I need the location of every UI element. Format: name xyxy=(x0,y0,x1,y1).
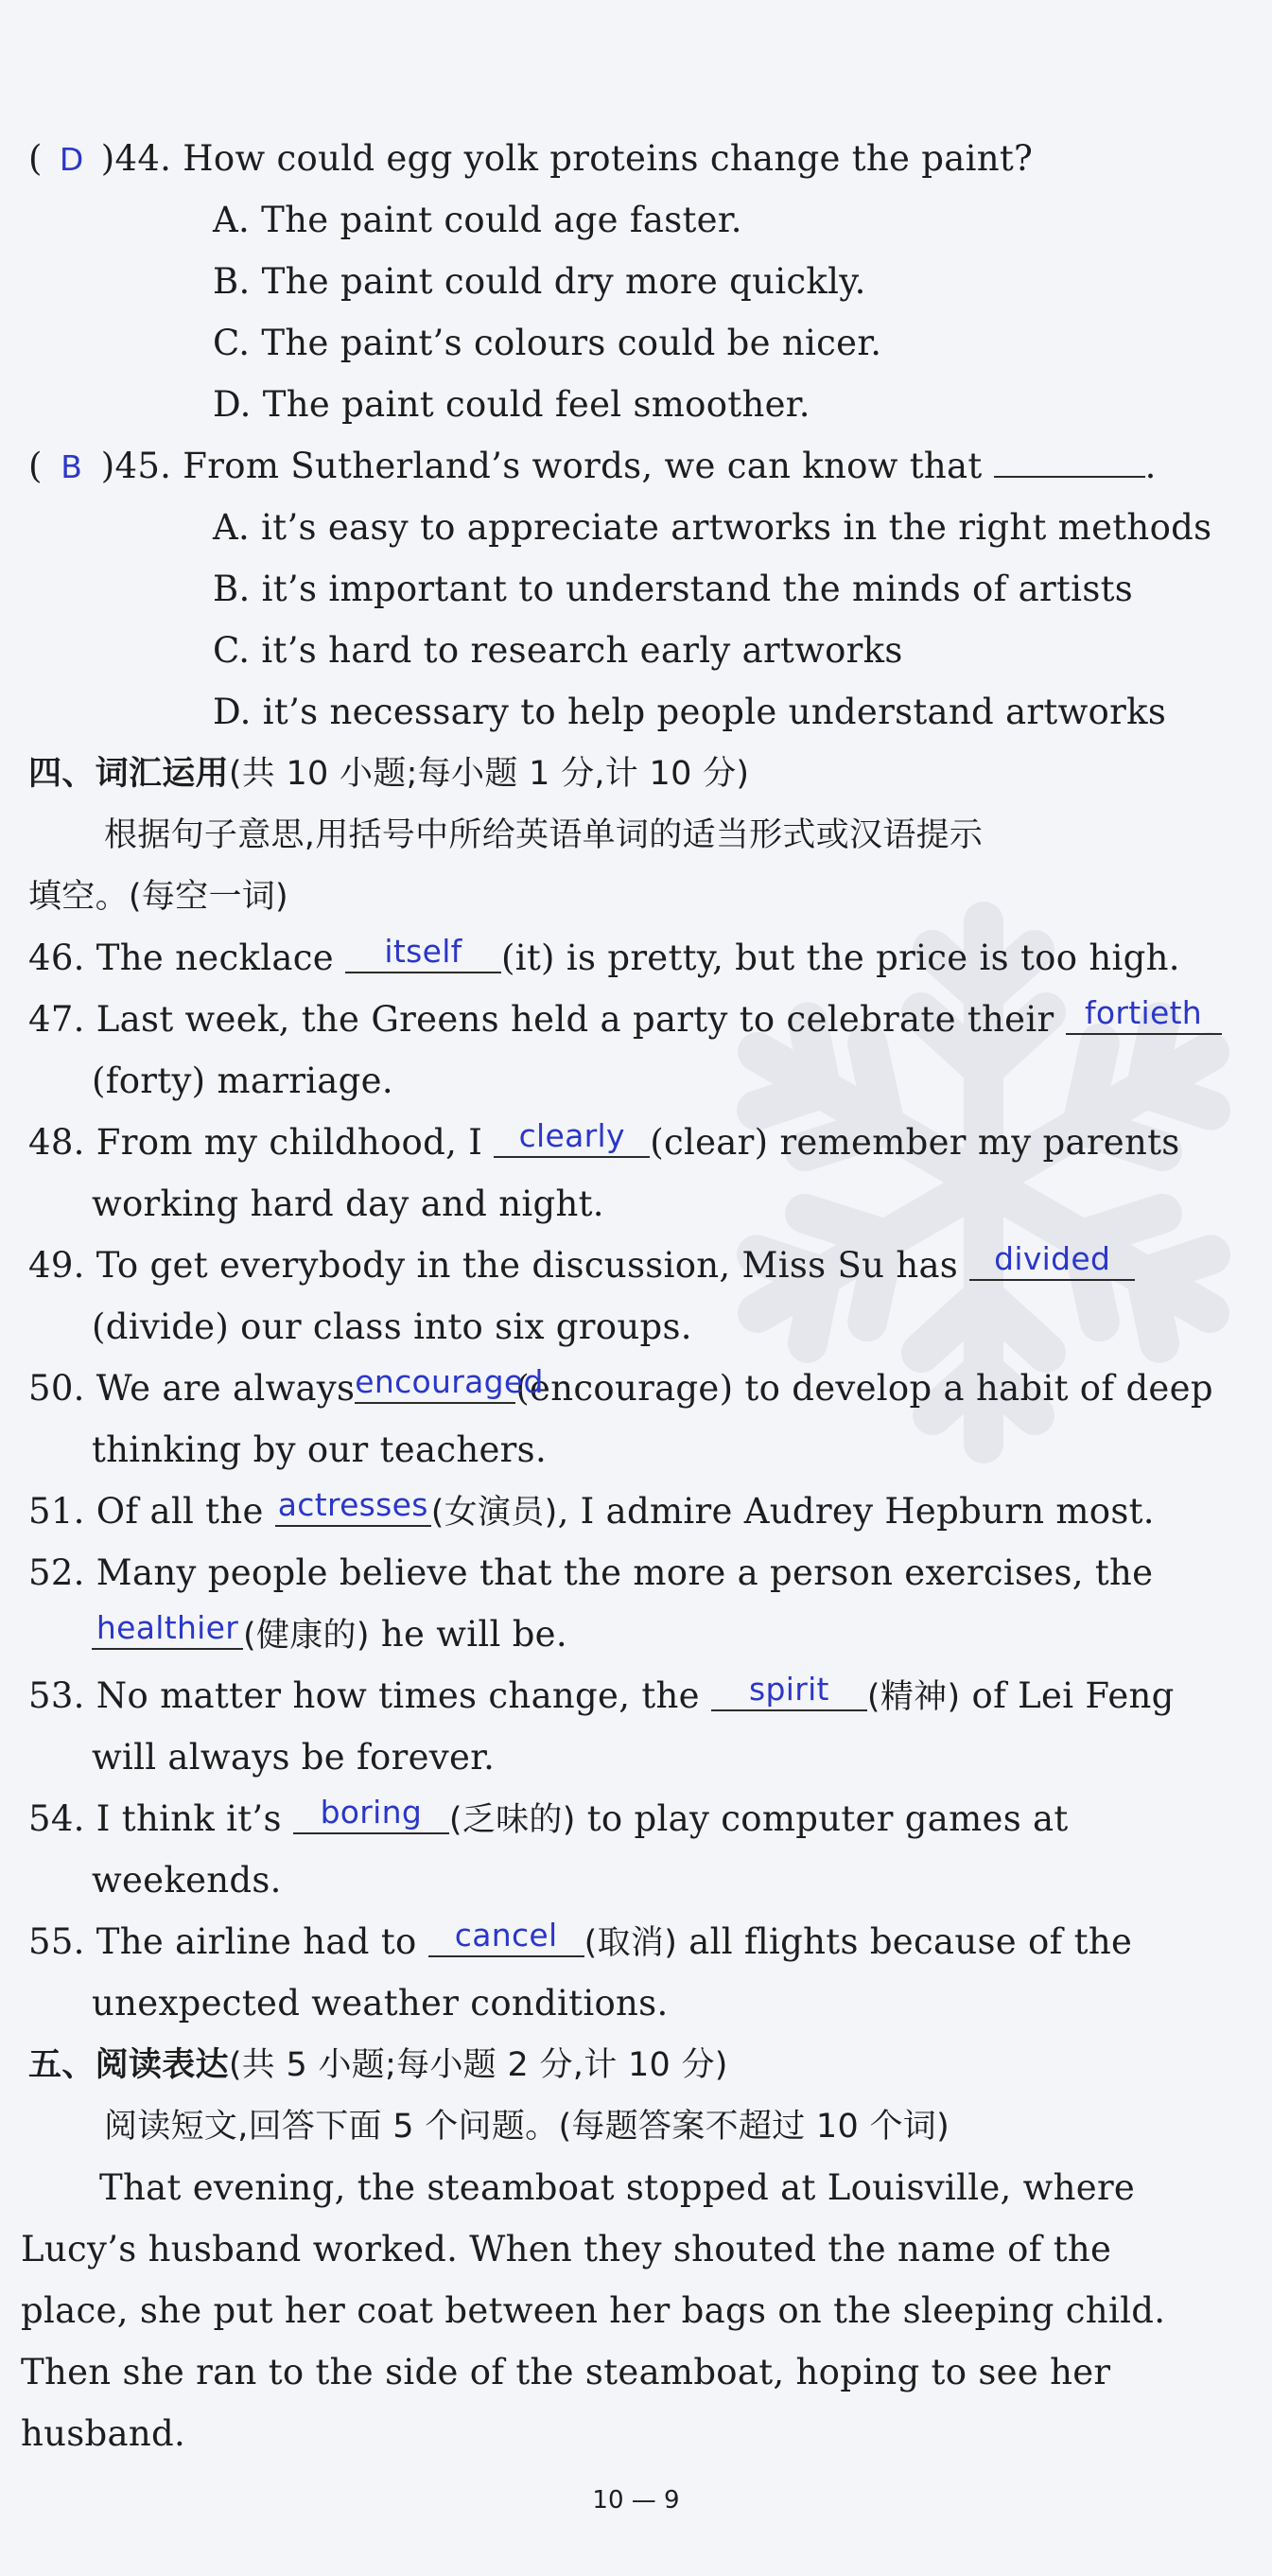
option-44-b: B. The paint could dry more quickly. xyxy=(213,261,866,302)
question-48-cont: working hard day and night. xyxy=(92,1183,604,1224)
section-5-instruction: 阅读短文,回答下面 5 个问题。(每题答案不超过 10 个词) xyxy=(104,2108,950,2146)
question-51: 51. Of all the actresses(女演员), I admire Audrey Hepburn most. xyxy=(28,1486,1155,1532)
option-45-d: D. it’s necessary to help people understand artworks xyxy=(213,692,1167,732)
answer-47: fortieth xyxy=(1084,994,1203,1031)
answer-52: healthier xyxy=(96,1609,239,1646)
passage-line-5: husband. xyxy=(21,2413,186,2454)
passage-line-2: Lucy’s husband worked. When they shouted the name of the xyxy=(21,2229,1112,2269)
answer-45: B xyxy=(61,448,83,485)
question-53-cont: will always be forever. xyxy=(92,1737,496,1778)
option-44-c: C. The paint’s colours could be nicer. xyxy=(213,323,882,363)
question-55-cont: unexpected weather conditions. xyxy=(92,1983,669,2024)
section-5-heading: 五、阅读表达(共 5 小题;每小题 2 分,计 10 分) xyxy=(28,2046,728,2084)
question-50: 50. We are alwaysencouraged(encourage) to develop a habit of deep xyxy=(28,1363,1213,1409)
passage-line-1: That evening, the steamboat stopped at Louisville, where xyxy=(99,2167,1136,2208)
question-52: 52. Many people believe that the more a person exercises, the xyxy=(28,1552,1154,1593)
question-47-cont: (forty) marriage. xyxy=(92,1060,393,1101)
passage-line-3: place, she put her coat between her bags on the sleeping child. xyxy=(21,2290,1166,2331)
question-45-stem: ( B )45. From Sutherland’s words, we can know that . xyxy=(28,445,1157,489)
passage-line-4: Then she ran to the side of the steamboat, hoping to see her xyxy=(21,2352,1111,2392)
question-54: 54. I think it’s boring (乏味的) to play computer games at xyxy=(28,1794,1069,1839)
question-53: 53. No matter how times change, the spirit (精神) of Lei Feng xyxy=(28,1671,1175,1716)
question-52-cont: healthier (健康的) he will be. xyxy=(92,1613,567,1657)
answer-51: actresses xyxy=(277,1486,428,1523)
question-54-cont: weekends. xyxy=(92,1860,282,1901)
section-4-instruction-cont: 填空。(每空一词) xyxy=(28,878,289,916)
question-46: 46. The necklace itself (it) is pretty, but the price is too high. xyxy=(28,933,1180,978)
answer-53: spirit xyxy=(749,1671,829,1708)
answer-49: divided xyxy=(994,1240,1111,1277)
blank-45 xyxy=(994,447,1145,478)
page-number: 10 — 9 xyxy=(592,2486,680,2515)
option-45-c: C. it’s hard to research early artworks xyxy=(213,630,903,671)
option-45-a: A. it’s easy to appreciate artworks in the right methods xyxy=(213,507,1212,548)
option-44-d: D. The paint could feel smoother. xyxy=(213,384,810,425)
section-4-instruction: 根据句子意思,用括号中所给英语单词的适当形式或汉语提示 xyxy=(104,816,984,854)
answer-50: encouraged xyxy=(355,1363,544,1400)
question-49-cont: (divide) our class into six groups. xyxy=(92,1306,692,1347)
question-50-cont: thinking by our teachers. xyxy=(92,1429,548,1470)
answer-54: boring xyxy=(320,1794,423,1831)
question-44-stem: ( D )44. How could egg yolk proteins change the paint? xyxy=(28,137,1033,182)
question-48: 48. From my childhood, I clearly (clear) remember my parents xyxy=(28,1117,1180,1163)
option-44-a: A. The paint could age faster. xyxy=(213,200,742,240)
question-55: 55. The airline had to cancel (取消) all flights because of the xyxy=(28,1917,1133,1962)
answer-48: clearly xyxy=(518,1117,625,1154)
question-47: 47. Last week, the Greens held a party to celebrate their fortieth xyxy=(28,998,1222,1042)
section-4-heading: 四、词汇运用(共 10 小题;每小题 1 分,计 10 分) xyxy=(28,755,750,793)
answer-44: D xyxy=(59,141,84,178)
question-49: 49. To get everybody in the discussion, Miss Su has divided xyxy=(28,1244,1135,1288)
option-45-b: B. it’s important to understand the minds of artists xyxy=(213,569,1134,609)
answer-55: cancel xyxy=(454,1917,558,1954)
answer-46: itself xyxy=(384,933,462,970)
